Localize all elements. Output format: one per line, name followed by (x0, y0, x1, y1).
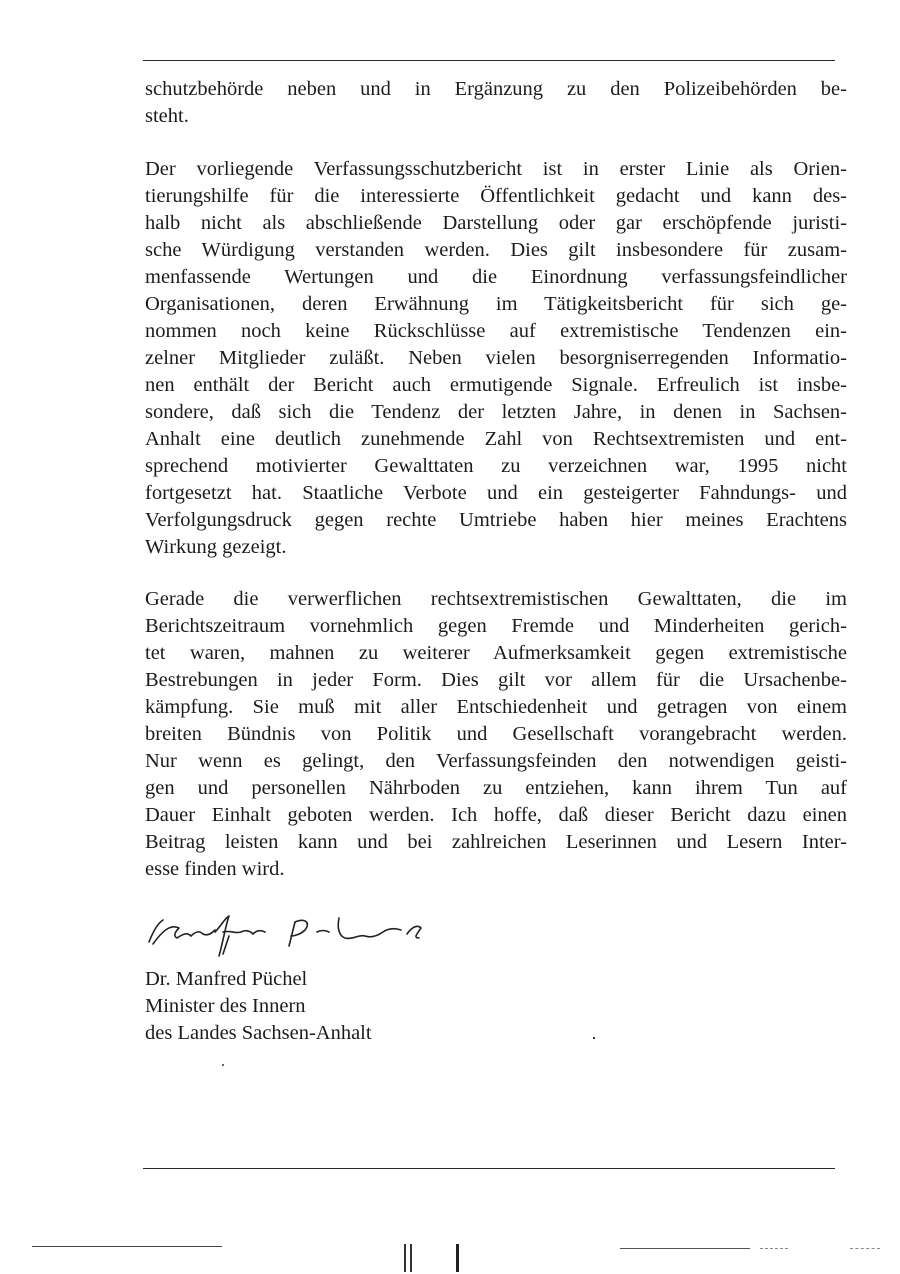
bottom-rule (143, 1168, 835, 1169)
signatory-name: Dr. Manfred Püchel (145, 968, 308, 990)
text-line: Berichtszeitraum vornehmlich gegen Fremde und Minderheiten gerich- (145, 615, 847, 637)
scan-artifact-line (32, 1246, 222, 1247)
top-rule (143, 60, 835, 61)
text-line: Der vorliegende Verfassungsschutzbericht ist in erster Linie als Orien- (145, 158, 847, 180)
text-line: nen enthält der Bericht auch ermutigende Signale. Erfreulich ist insbe- (145, 374, 847, 396)
paragraph-3 (145, 586, 847, 883)
signatory-state: des Landes Sachsen-Anhalt (145, 1022, 372, 1044)
text-line: Nur wenn es gelingt, den Verfassungsfeinden den notwendigen geisti- (145, 750, 847, 772)
text-line: breiten Bündnis von Politik und Gesellschaft vorangebracht werden. (145, 723, 847, 745)
paragraph-1 (145, 76, 847, 130)
text-line: zelner Mitglieder zuläßt. Neben vielen besorgniserregenden Informatio- (145, 347, 847, 369)
text-line: sprechend motivierter Gewalttaten zu verzeichnen war, 1995 nicht (145, 455, 847, 477)
text-line: Verfolgungsdruck gegen rechte Umtriebe haben hier meines Erachtens (145, 509, 847, 531)
text-line: esse finden wird. (145, 858, 285, 880)
text-line: steht. (145, 105, 189, 127)
text-line: Beitrag leisten kann und bei zahlreichen Leserinnen und Lesern Inter- (145, 831, 847, 853)
scan-speck (222, 1064, 224, 1066)
signature-block (145, 966, 372, 1047)
text-line: Dauer Einhalt geboten werden. Ich hoffe, daß dieser Bericht dazu einen (145, 804, 847, 826)
handwritten-signature (145, 908, 445, 964)
text-line: Gerade die verwerflichen rechtsextremistischen Gewalttaten, die im (145, 588, 847, 610)
text-line: Wirkung gezeigt. (145, 536, 287, 558)
text-line: Organisationen, deren Erwähnung im Tätigkeitsbericht für sich ge- (145, 293, 847, 315)
text-line: tet waren, mahnen zu weiterer Aufmerksamkeit gegen extremistische (145, 642, 847, 664)
text-line: sche Würdigung verstanden werden. Dies gilt insbesondere für zusam- (145, 239, 847, 261)
text-line: schutzbehörde neben und in Ergänzung zu den Polizeibehörden be- (145, 78, 847, 100)
text-line: Anhalt eine deutlich zunehmende Zahl von Rechtsextremisten und ent- (145, 428, 847, 450)
text-line: halb nicht als abschließende Darstellung oder gar erschöpfende juristi- (145, 212, 847, 234)
scan-artifact-line (760, 1248, 788, 1249)
scan-artifact-bar (456, 1244, 459, 1272)
text-line: kämpfung. Sie muß mit aller Entschiedenheit und getragen von einem (145, 696, 847, 718)
scan-artifact-line (850, 1248, 880, 1249)
paragraph-2 (145, 156, 847, 561)
text-line: Bestrebungen in jeder Form. Dies gilt vor allem für die Ursachenbe- (145, 669, 847, 691)
scan-artifact-line (620, 1248, 750, 1249)
text-line: tierungshilfe für die interessierte Öffentlichkeit gedacht und kann des- (145, 185, 847, 207)
text-line: sondere, daß sich die Tendenz der letzten Jahre, in denen in Sachsen- (145, 401, 847, 423)
scan-artifact-bar (410, 1244, 412, 1272)
scan-speck (593, 1037, 595, 1039)
text-line: nommen noch keine Rückschlüsse auf extremistische Tendenzen ein- (145, 320, 847, 342)
text-line: menfassende Wertungen und die Einordnung verfassungsfeindlicher (145, 266, 847, 288)
scan-artifact-bar (404, 1244, 406, 1272)
signatory-title: Minister des Innern (145, 995, 306, 1017)
text-line: gen und personellen Nährboden zu entziehen, kann ihrem Tun auf (145, 777, 847, 799)
text-line: fortgesetzt hat. Staatliche Verbote und ein gesteigerter Fahndungs- und (145, 482, 847, 504)
